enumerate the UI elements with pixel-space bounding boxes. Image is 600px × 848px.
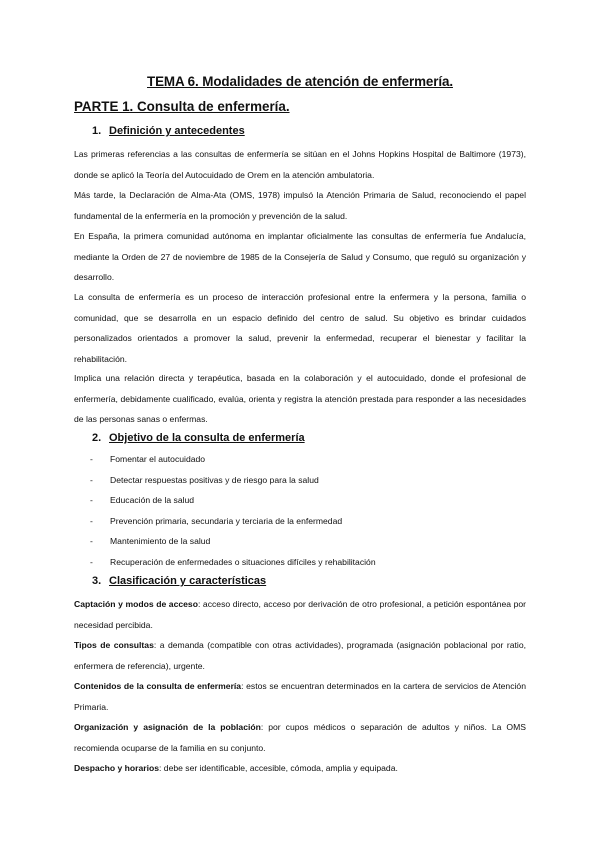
list-item-text: Prevención primaria, secundaria y terciaria de la enfermedad <box>110 516 343 526</box>
section-number: 2. <box>92 432 102 444</box>
term-text: : por cupos médicos o separación de adultos y niños. La OMS recomienda ocuparse de la familia en su conjunto. <box>74 722 526 753</box>
term-label: Organización y asignación de la población <box>74 722 261 732</box>
part-heading: PARTE 1. Consulta de enfermería. <box>74 99 290 114</box>
section-heading <box>92 125 245 137</box>
term-label: Contenidos de la consulta de enfermería <box>74 681 242 691</box>
bullet-dash: - <box>90 495 93 505</box>
section-heading <box>92 575 266 587</box>
section-title: Clasificación y características <box>109 575 267 587</box>
bullet-dash: - <box>90 475 93 485</box>
section-title: Objetivo de la consulta de enfermería <box>109 432 305 444</box>
list-item-text: Educación de la salud <box>110 495 195 505</box>
list-item <box>90 556 376 568</box>
list-item-text: Recuperación de enfermedades o situaciones difíciles y rehabilitación <box>110 557 376 567</box>
section-number: 3. <box>92 575 102 587</box>
page-title: TEMA 6. Modalidades de atención de enfermería. <box>147 74 453 89</box>
term-text: : debe ser identificable, accesible, cómoda, amplia y equipada. <box>159 763 398 773</box>
list-item <box>90 453 205 465</box>
paragraph: Las primeras referencias a las consultas de enfermería se sitúan en el Johns Hopkins Hospital de Baltimore (1973), donde se aplicó la Teoría del Autocuidado de Orem en la atención ambulatoria. <box>74 149 526 180</box>
term-text: : a demanda (compatible con otras actividades), programada (asignación poblacional por ratio, enfermera de referencia), urgente. <box>74 640 526 671</box>
list-item <box>90 535 210 547</box>
paragraph <box>74 758 526 779</box>
bullet-dash: - <box>90 557 93 567</box>
list-item-text: Mantenimiento de la salud <box>110 536 211 546</box>
paragraph <box>74 594 526 635</box>
bullet-dash: - <box>90 454 93 464</box>
paragraph <box>74 717 526 758</box>
term-text: : estos se encuentran determinados en la cartera de servicios de Atención Primaria. <box>74 681 526 712</box>
paragraph <box>74 635 526 676</box>
paragraph <box>74 676 526 717</box>
list-item <box>90 494 194 506</box>
bullet-dash: - <box>90 516 93 526</box>
bullet-dash: - <box>90 536 93 546</box>
section-heading <box>92 432 305 444</box>
list-item <box>90 474 319 486</box>
term-label: Captación y modos de acceso <box>74 599 198 609</box>
term-text: : acceso directo, acceso por derivación de otro profesional, a petición espontánea por necesidad percibida. <box>74 599 527 630</box>
section-title: Definición y antecedentes <box>109 125 245 137</box>
paragraph: Implica una relación directa y terapéutica, basada en la colaboración y el autocuidado, donde el profesional de enfermería, debidamente cualificado, evalúa, orienta y registra la atención prestada para responder a las necesidades de las personas sanas o enfermas. <box>74 373 526 424</box>
paragraph: En España, la primera comunidad autónoma en implantar oficialmente las consultas de enfermería fue Andalucía, mediante la Orden de 27 de noviembre de 1985 de la Consejería de Salud y Consumo, que reguló su organización y desarrollo. <box>74 231 526 282</box>
list-item <box>90 515 342 527</box>
term-label: Despacho y horarios <box>74 763 160 773</box>
paragraph: Más tarde, la Declaración de Alma-Ata (OMS, 1978) impulsó la Atención Primaria de Salud, reconociendo el papel fundamental de la enfermería en la promoción y prevención de la salud. <box>74 190 526 221</box>
term-label: Tipos de consultas <box>74 640 154 650</box>
section-number: 1. <box>92 125 102 137</box>
list-item-text: Detectar respuestas positivas y de riesgo para la salud <box>110 475 319 485</box>
paragraph: La consulta de enfermería es un proceso de interacción profesional entre la enfermera y la persona, familia o comunidad, que se desarrolla en un espacio definido del centro de salud. Su objetivo es brindar cuidados personalizados orientados a promover la salud, prevenir la enfermedad, recuperar el bienestar y facilitar la rehabilitación. <box>74 292 526 364</box>
list-item-text: Fomentar el autocuidado <box>110 454 206 464</box>
